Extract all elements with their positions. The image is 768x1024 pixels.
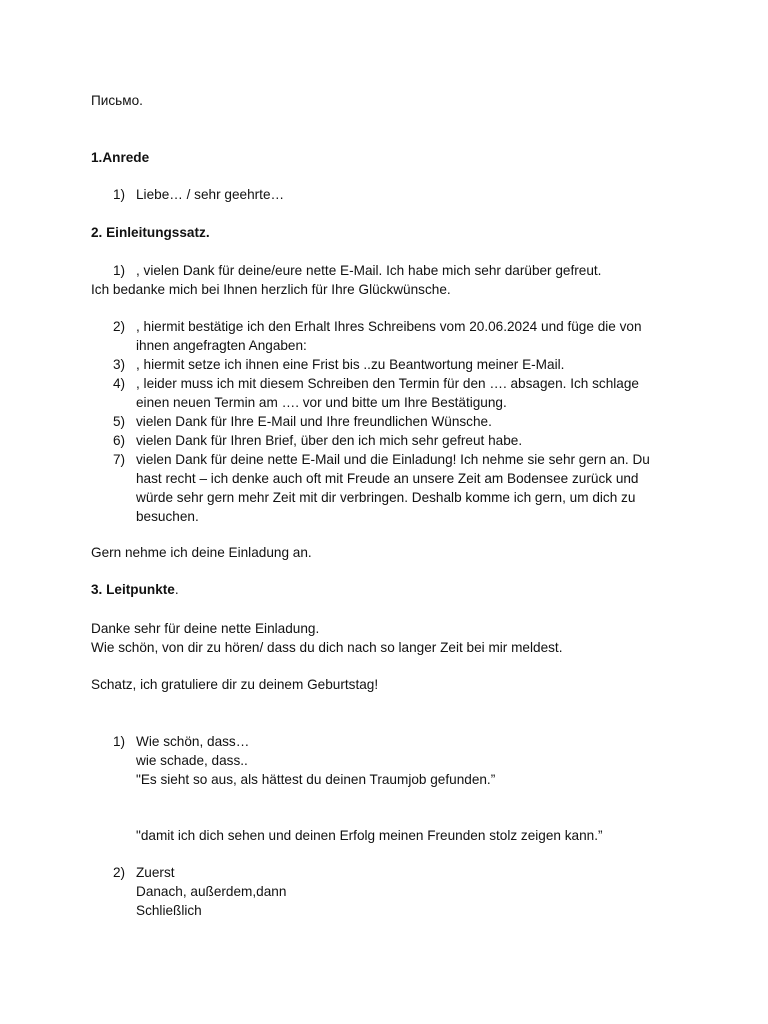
list-item xyxy=(113,431,673,450)
birthday-line: Schatz, ich gratuliere dir zu deinem Geburtstag! xyxy=(91,677,379,692)
list-number: 1) xyxy=(113,187,126,202)
list-item xyxy=(113,412,673,431)
list-item xyxy=(113,355,673,374)
thanks-line: Ich bedanke mich bei Ihnen herzlich für Ihre Glückwünsche. xyxy=(91,282,451,297)
list-item xyxy=(113,317,673,355)
list-text: Liebe… / sehr geehrte… xyxy=(136,187,285,202)
document-title: Письмо. xyxy=(91,93,143,108)
list-number: 2) xyxy=(113,319,126,334)
list-number: 2) xyxy=(113,865,126,880)
section-3-heading-text: 3. Leitpunkte xyxy=(91,582,175,597)
list-text-line: wie schade, dass.. xyxy=(136,753,248,768)
list-text-line: würde sehr gern mehr Zeit mit dir verbringen. Deshalb komme ich gern, um dich zu xyxy=(136,490,636,505)
list-text-line: Zuerst xyxy=(136,865,175,880)
list-text-line: , hiermit setze ich ihnen eine Frist bis ..zu Beantwortung meiner E-Mail. xyxy=(136,357,565,372)
list-text-line: , leider muss ich mit diesem Schreiben den Termin für den …. absagen. Ich schlage xyxy=(136,376,639,391)
list-item xyxy=(113,374,673,412)
list-text-line: hast recht – ich denke auch oft mit Freude an unsere Zeit am Bodensee zurück und xyxy=(136,471,639,486)
paragraph-line: Danke sehr für deine nette Einladung. xyxy=(91,621,320,636)
section-3-heading xyxy=(91,580,179,599)
section-3-heading-suffix: . xyxy=(174,582,179,597)
list-text-line: Danach, außerdem,dann xyxy=(136,884,287,899)
list-item xyxy=(113,261,673,280)
paragraph-line: Wie schön, von dir zu hören/ dass du dich nach so langer Zeit bei mir meldest. xyxy=(91,640,563,655)
list-item xyxy=(113,863,673,920)
list-text-line: , hiermit bestätige ich den Erhalt Ihres Schreibens vom 20.06.2024 und füge die von xyxy=(136,319,642,334)
list-item xyxy=(113,185,673,204)
list-text-line: vielen Dank für Ihren Brief, über den ich mich sehr gefreut habe. xyxy=(136,433,523,448)
list-item xyxy=(113,732,673,789)
quote-line: "damit ich dich sehen und deinen Erfolg meinen Freunden stolz zeigen kann.” xyxy=(136,828,603,843)
list-text-line: besuchen. xyxy=(136,509,199,524)
closing-line: Gern nehme ich deine Einladung an. xyxy=(91,545,312,560)
section-2-heading: 2. Einleitungssatz. xyxy=(91,225,210,240)
list-text: , vielen Dank für deine/eure nette E-Mail. Ich habe mich sehr darüber gefreut. xyxy=(136,263,602,278)
list-number: 4) xyxy=(113,376,126,391)
list-item xyxy=(113,450,673,526)
list-text-line: Schließlich xyxy=(136,903,202,918)
list-text-line: vielen Dank für Ihre E-Mail und Ihre freundlichen Wünsche. xyxy=(136,414,492,429)
list-text-line: Wie schön, dass… xyxy=(136,734,250,749)
list-number: 1) xyxy=(113,263,126,278)
list-number: 3) xyxy=(113,357,126,372)
list-text-line: einen neuen Termin am …. vor und bitte um Ihre Bestätigung. xyxy=(136,395,507,410)
list-number: 6) xyxy=(113,433,126,448)
section-1-heading: 1.Anrede xyxy=(91,150,150,165)
list-number: 5) xyxy=(113,414,126,429)
list-number: 1) xyxy=(113,734,126,749)
list-text-line: ihnen angefragten Angaben: xyxy=(136,338,307,353)
list-text-line: "Es sieht so aus, als hättest du deinen Traumjob gefunden.” xyxy=(136,772,496,787)
list-number: 7) xyxy=(113,452,126,467)
list-text-line: vielen Dank für deine nette E-Mail und die Einladung! Ich nehme sie sehr gern an. Du xyxy=(136,452,650,467)
